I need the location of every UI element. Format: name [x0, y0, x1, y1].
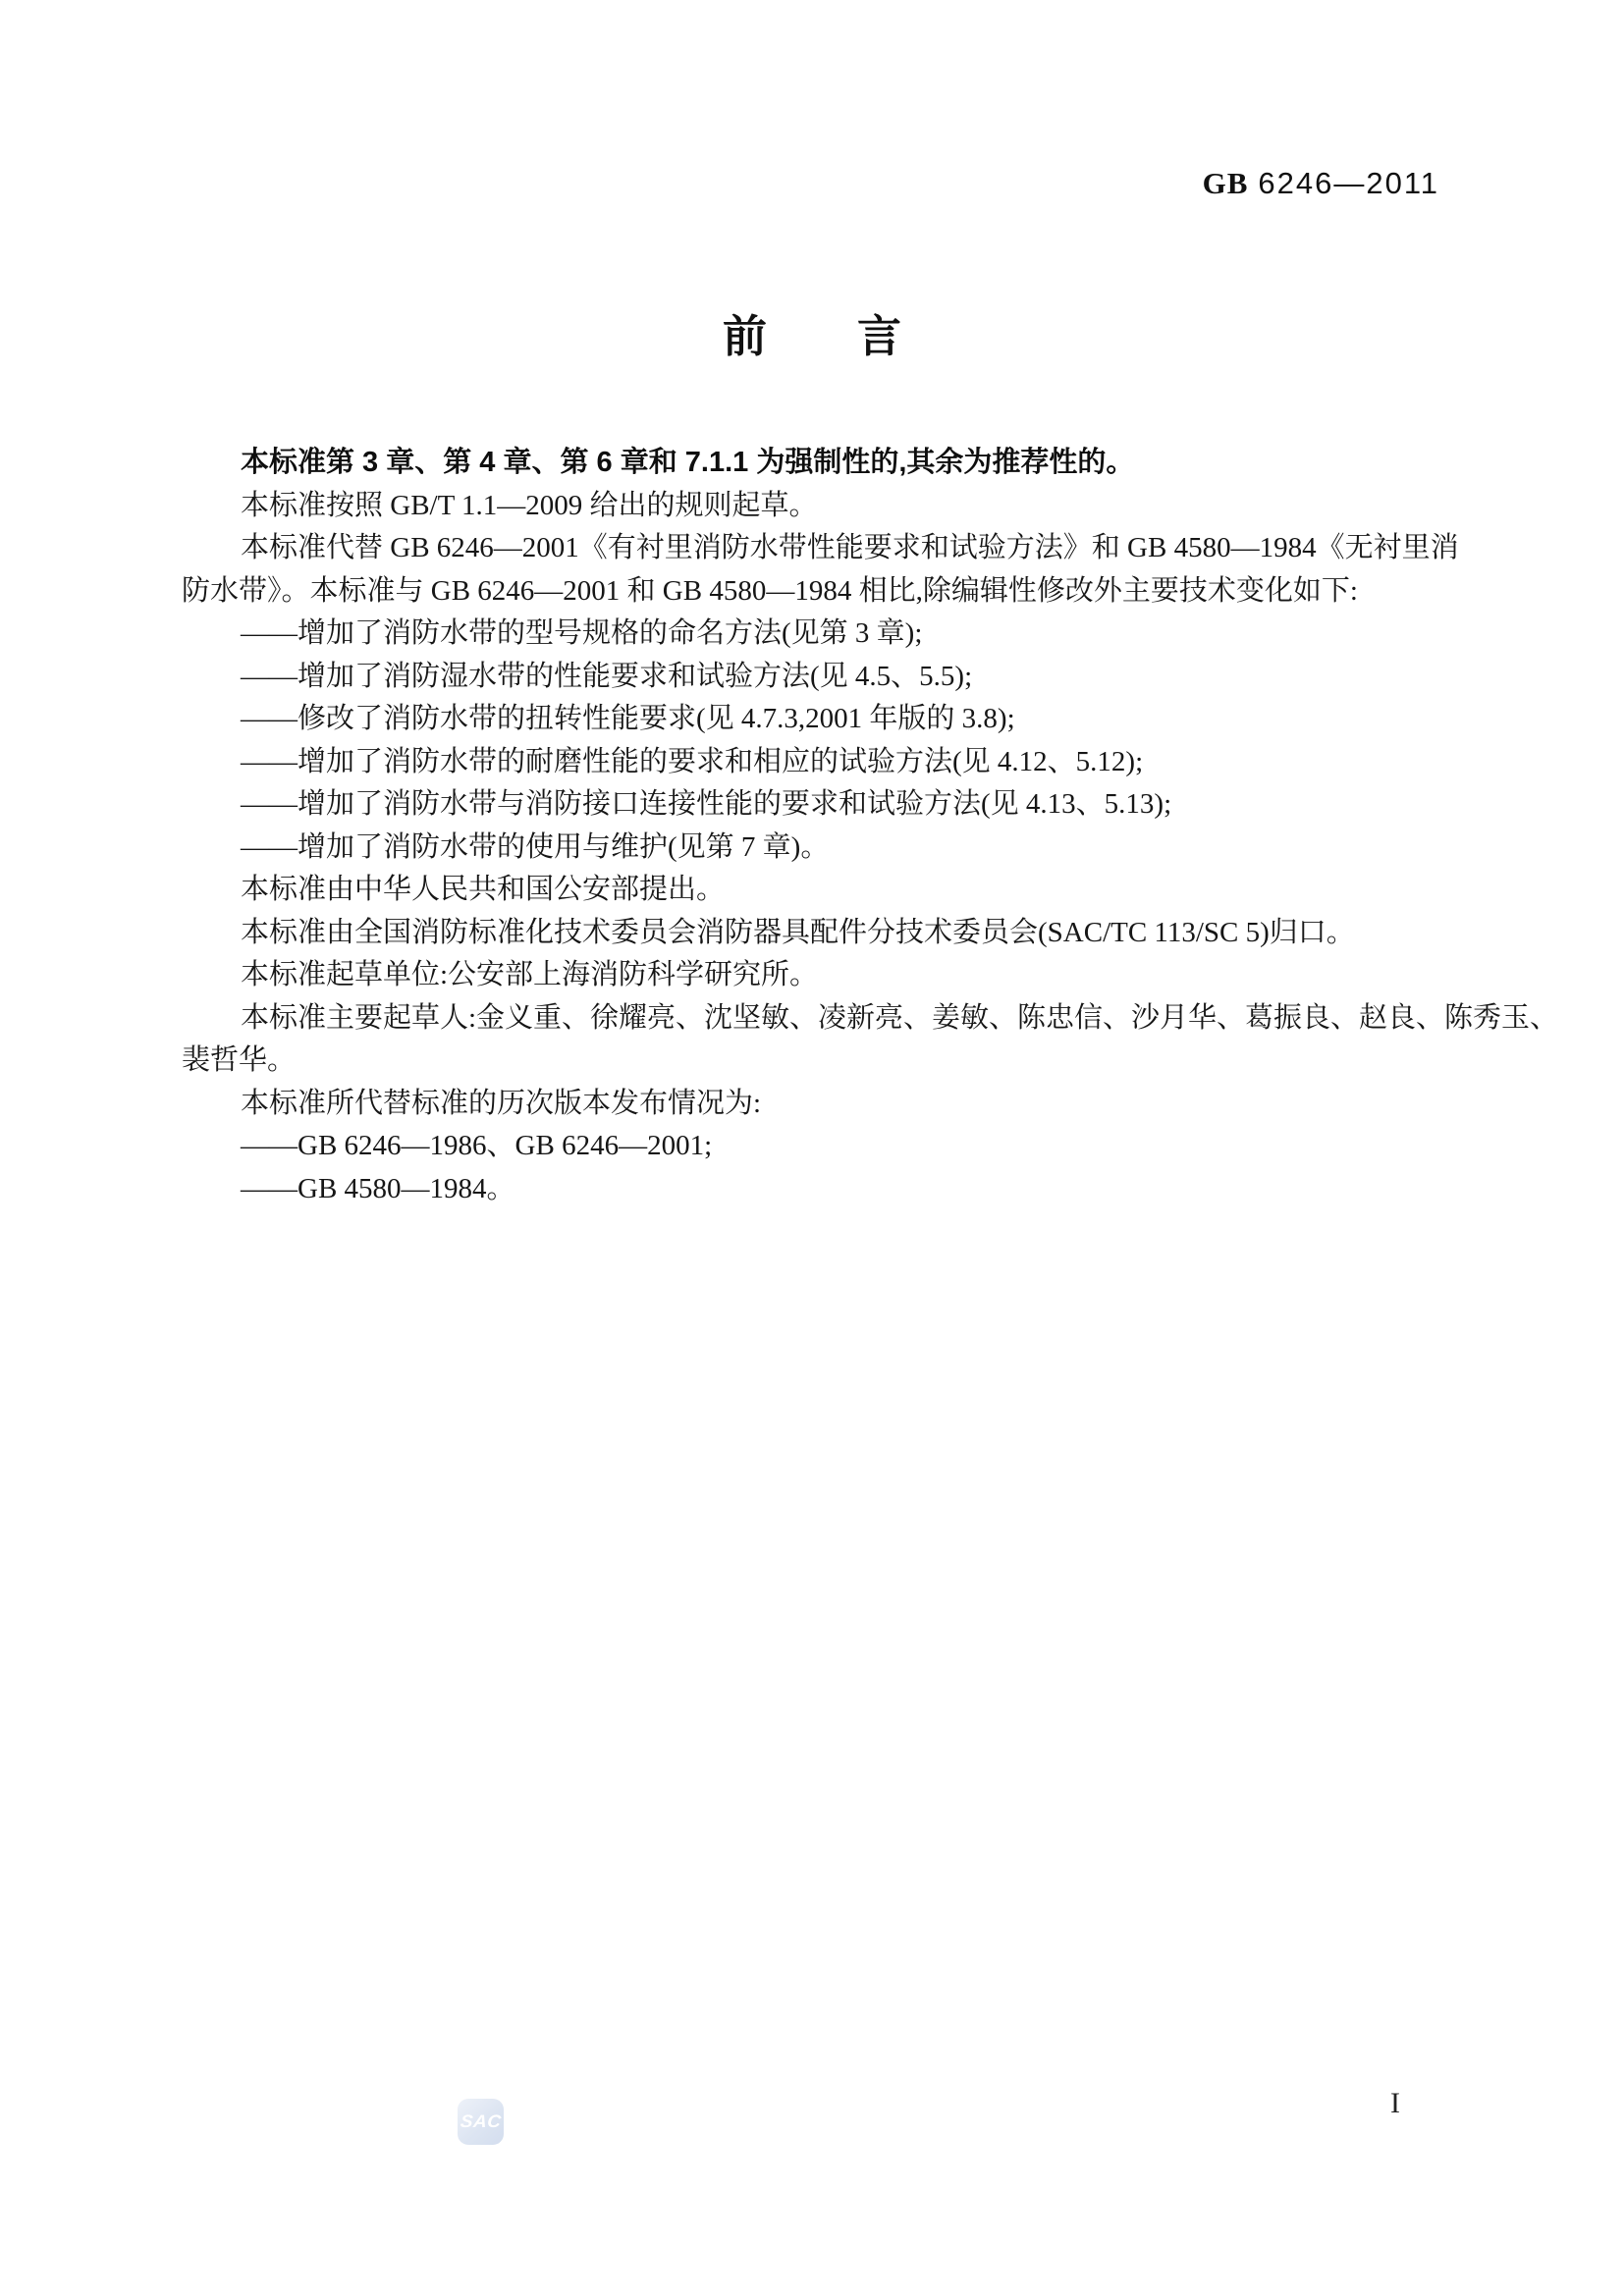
text-line: 本标准起草单位:公安部上海消防科学研究所。 [241, 959, 819, 990]
text-line: 本标准由全国消防标准化技术委员会消防器具配件分技术委员会(SAC/TC 113/SC 5)归口。 [241, 916, 1355, 948]
text-line: ——修改了消防水带的扭转性能要求(见 4.7.3,2001 年版的 3.8); [241, 703, 1015, 734]
sac-watermark-logo [458, 2099, 504, 2145]
text-line: ——增加了消防湿水带的性能要求和试验方法(见 4.5、5.5); [241, 660, 973, 692]
text-line: ——增加了消防水带的耐磨性能的要求和相应的试验方法(见 4.12、5.12); [241, 745, 1144, 777]
text-line: 防水带》。本标准与 GB 6246—2001 和 GB 4580—1984 相比,除编辑性修改外主要技术变化如下: [182, 574, 1358, 607]
standard-code-number: 6246—2011 [1258, 166, 1439, 200]
sac-logo-text: SAC [459, 2111, 503, 2131]
text-line: 本标准第 3 章、第 4 章、第 6 章和 7.1.1 为强制性的,其余为推荐性的。 [241, 447, 1135, 478]
text-line: ——增加了消防水带的型号规格的命名方法(见第 3 章); [241, 617, 923, 649]
text-line: 本标准按照 GB/T 1.1—2009 给出的规则起草。 [241, 489, 818, 521]
text-line: 本标准代替 GB 6246—2001《有衬里消防水带性能要求和试验方法》和 GB 4580—1984《无衬里消 [241, 532, 1459, 563]
foreword-body [182, 442, 1559, 1210]
text-line: ——增加了消防水带的使用与维护(见第 7 章)。 [241, 830, 830, 863]
text-line: 本标准所代替标准的历次版本发布情况为: [241, 1087, 762, 1119]
standard-code-prefix: GB [1202, 166, 1249, 200]
text-line: ——增加了消防水带与消防接口连接性能的要求和试验方法(见 4.13、5.13); [241, 788, 1172, 820]
text-line: ——GB 6246—1986、GB 6246—2001; [241, 1130, 713, 1161]
text-line: 本标准主要起草人:金义重、徐耀亮、沈坚敏、凌新亮、姜敏、陈忠信、沙月华、葛振良、赵良、陈秀玉、 [241, 1001, 1559, 1034]
text-line: ——GB 4580—1984。 [241, 1172, 515, 1204]
page-number: I [1390, 2087, 1400, 2119]
page-title-text: 前言 [722, 311, 992, 361]
text-line: 裴哲华。 [182, 1044, 297, 1076]
page-title [0, 300, 1624, 364]
standard-code [1203, 167, 1439, 200]
text-line: 本标准由中华人民共和国公安部提出。 [241, 874, 726, 905]
